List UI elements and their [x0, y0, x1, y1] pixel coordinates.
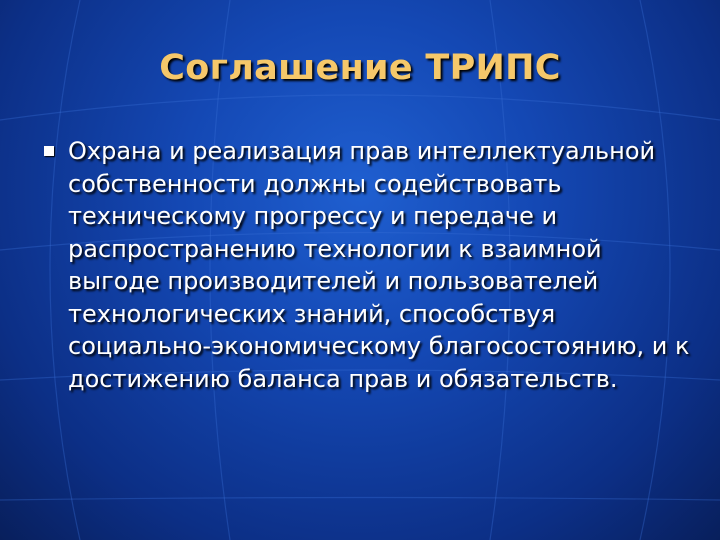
bullet-text: Охрана и реализация прав интеллектуальной собственности должны содействовать техническому прогрессу и передаче и распространению технологии к взаимной выгоде производителей и пользователей технологических знаний, способствуя социально-экономическому благосостоянию, и к достижению баланса прав и обязательств.: [68, 137, 690, 393]
square-bullet-icon: [44, 146, 54, 156]
bullet-list: [40, 135, 690, 395]
list-item: [40, 135, 690, 395]
slide-title: Соглашение ТРИПС: [159, 48, 561, 88]
